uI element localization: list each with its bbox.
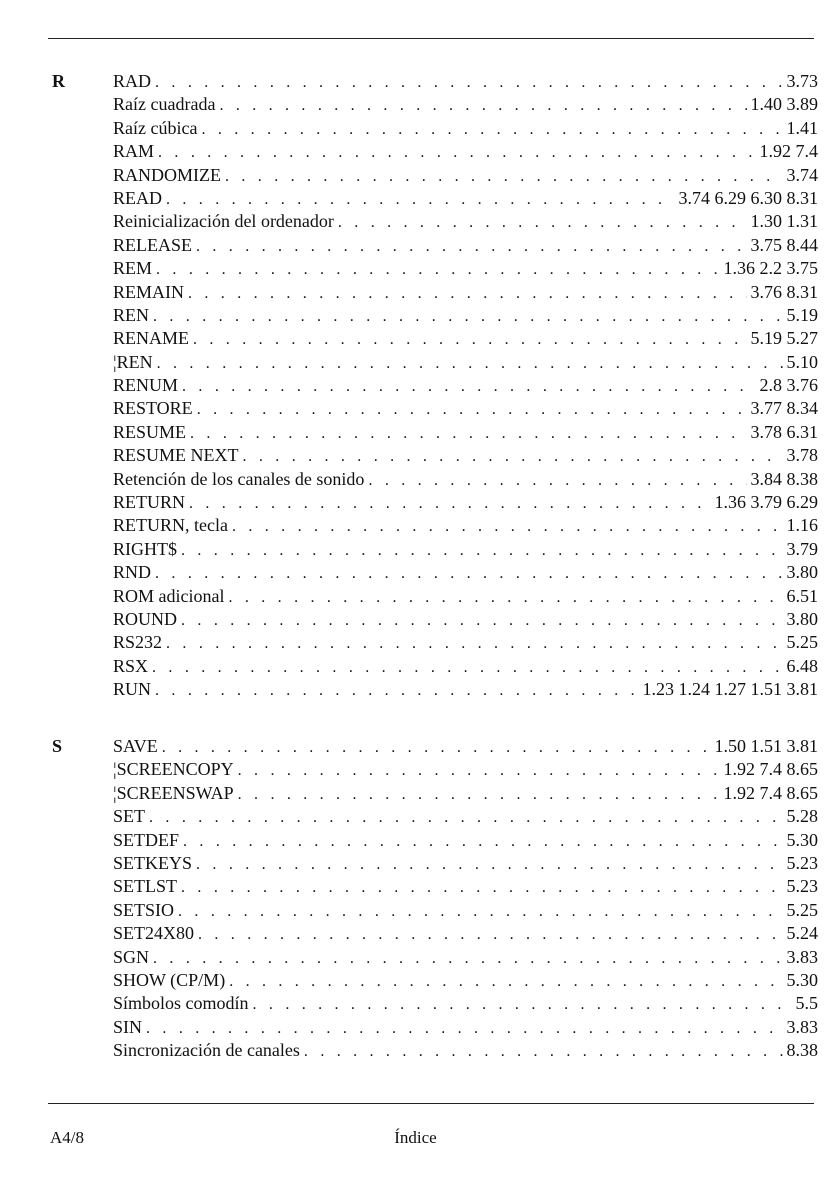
index-pages: 3.74 6.29 6.30 8.31 [678,187,818,208]
index-term: SET [113,806,146,827]
dot-leader [243,445,783,467]
index-pages: 1.50 1.51 3.81 [714,736,818,756]
index-term: RANDOMIZE [113,164,221,185]
dot-leader [157,352,783,374]
index-term: RETURN [113,492,185,513]
index-term: SETKEYS [113,852,193,873]
index-term: READ [113,187,162,208]
index-pages: 3.83 [786,946,818,967]
index-entry [113,829,818,852]
index-term: RESTORE [113,398,193,419]
index-pages: 1.92 7.4 [759,141,818,162]
index-entry [113,969,818,992]
index-term: SAVE [113,736,158,756]
index-entry [113,93,818,116]
dot-leader [232,515,783,537]
index-pages: 3.78 [786,445,818,466]
index-pages: 1.92 7.4 8.65 [723,759,818,780]
index-pages: 1.92 7.4 8.65 [723,782,818,803]
section-letter: R [52,71,65,91]
index-entry [113,922,818,945]
index-term: Retención de los canales de sonido [113,468,365,489]
index-pages: 3.80 [786,608,818,629]
index-term: RND [113,562,152,583]
dot-leader [188,282,747,304]
index-pages: 5.19 5.27 [750,328,818,349]
dot-leader [253,993,792,1015]
index-pages: 3.78 6.31 [750,421,818,442]
index-pages: 1.36 3.79 6.29 [714,492,818,513]
index-pages: 3.83 [786,1016,818,1037]
dot-leader [197,398,747,420]
index-entry [113,538,818,561]
index-entry [113,875,818,898]
index-term: SGN [113,946,150,967]
index-pages: 3.77 8.34 [750,398,818,419]
index-pages: 5.25 [786,632,818,653]
index-term: REN [113,304,149,325]
index-pages: 6.51 [786,585,818,606]
index-term: RIGHT$ [113,538,177,559]
bottom-rule [48,1103,814,1104]
index-term: REMAIN [113,281,184,302]
index-term: Símbolos comodín [113,993,249,1014]
index-pages: 8.38 [786,1040,818,1061]
dot-leader [183,830,782,852]
index-term: Raíz cúbica [113,117,198,138]
index-term: RENAME [113,328,189,349]
index-entry [113,70,818,93]
dot-leader [190,422,746,444]
index-term: RELEASE [113,234,192,255]
index-term: ¦SCREENCOPY [113,759,234,780]
dot-leader [178,900,782,922]
dot-leader [193,328,747,350]
index-term: RESUME [113,421,187,442]
index-term: RESUME NEXT [113,445,239,466]
index-entry [113,899,818,922]
dot-leader [229,970,782,992]
index-term: REM [113,258,153,279]
dot-leader [198,923,783,945]
dot-leader [182,375,755,397]
index-entry [113,210,818,233]
index-entry [113,678,818,701]
index-pages: 1.23 1.24 1.27 1.51 3.81 [642,679,818,700]
index-pages: 5.5 [795,993,818,1014]
dot-leader [181,539,783,561]
index-term: RSX [113,655,149,676]
index-entry [113,805,818,828]
index-entry [113,1039,818,1062]
index-pages: 5.28 [786,806,818,827]
index-entry [113,140,818,163]
index-entry [113,758,818,781]
dot-leader [338,211,747,233]
dot-leader [181,876,782,898]
dot-leader [158,141,755,163]
index-pages: 5.30 [786,829,818,850]
index-pages: 1.41 [786,117,818,138]
index-pages: 1.40 3.89 [750,94,818,115]
dot-leader [155,562,782,584]
index-entry [113,992,818,1015]
dot-leader [153,305,783,327]
index-pages: 2.8 3.76 [759,375,818,396]
index-pages: 5.19 [786,304,818,325]
index-pages: 5.23 [786,852,818,873]
index-entry [113,946,818,969]
dot-leader [149,806,782,828]
index-pages: 3.80 [786,562,818,583]
index-term: Sincronización de canales [113,1040,300,1061]
dot-leader [152,656,782,678]
dot-leader [181,609,782,631]
dot-leader [238,783,720,805]
dot-leader [304,1040,783,1062]
index-entry [113,164,818,187]
index-pages: 3.79 [786,538,818,559]
index-term: SETDEF [113,829,180,850]
index-entry [113,117,818,140]
index-entry [113,735,818,758]
index-entry [113,782,818,805]
dot-leader [368,469,746,491]
dot-leader [219,94,746,116]
dot-leader [155,679,638,701]
index-entry [113,374,818,397]
index-entry [113,234,818,257]
dot-leader [201,118,782,140]
index-pages: 3.75 8.44 [750,234,818,255]
index-entry [113,561,818,584]
index-entry [113,468,818,491]
index-entry-list [113,70,818,702]
index-term: ROM adicional [113,585,225,606]
dot-leader [196,235,747,257]
index-entry [113,187,818,210]
index-entry [113,351,818,374]
index-pages: 1.30 1.31 [750,211,818,232]
index-entry [113,852,818,875]
index-pages: 3.74 [786,164,818,185]
index-entry-list [113,735,818,1062]
dot-leader [155,71,782,93]
footer-title: Índice [394,1128,437,1147]
index-term: SIN [113,1016,143,1037]
index-entry [113,655,818,678]
dot-leader [196,853,782,875]
index-pages: 3.76 8.31 [750,281,818,302]
index-pages: 5.10 [786,351,818,372]
dot-leader [228,586,782,608]
index-pages: 3.73 [786,71,818,91]
index-pages: 5.30 [786,969,818,990]
dot-leader [166,632,782,654]
index-entry [113,444,818,467]
index-term: Raíz cuadrada [113,94,216,115]
index-pages: 3.84 8.38 [750,468,818,489]
index-term: Reinicialización del ordenador [113,211,334,232]
index-term: RENUM [113,375,179,396]
dot-leader [146,1017,782,1039]
index-term: SETLST [113,876,178,897]
index-entry [113,397,818,420]
index-pages: 1.36 2.2 3.75 [723,258,818,279]
index-entry [113,257,818,280]
page-number: A4/8 [50,1128,84,1147]
dot-leader [238,759,720,781]
index-pages: 5.23 [786,876,818,897]
index-entry [113,304,818,327]
index-term: RETURN, tecla [113,515,228,536]
dot-leader [162,736,711,758]
index-pages: 5.24 [786,923,818,944]
index-pages: 5.25 [786,899,818,920]
index-entry [113,631,818,654]
index-pages: 6.48 [786,655,818,676]
dot-leader [153,947,782,969]
dot-leader [225,165,783,187]
index-entry [113,421,818,444]
index-entry [113,608,818,631]
index-term: RS232 [113,632,163,653]
index-entry [113,1016,818,1039]
index-term: SET24X80 [113,923,194,944]
top-rule [48,38,814,39]
index-term: RAD [113,71,152,91]
dot-leader [156,258,719,280]
dot-leader [166,188,675,210]
index-term: RUN [113,679,152,700]
index-term: SETSIO [113,899,175,920]
index-term: ¦SCREENSWAP [113,782,234,803]
index-pages: 1.16 [786,515,818,536]
index-term: RAM [113,141,155,162]
index-entry [113,327,818,350]
index-entry [113,491,818,514]
section-letter: S [52,736,63,756]
index-entry [113,514,818,537]
index-term: SHOW (CP/M) [113,969,226,990]
index-term: ¦REN [113,351,153,372]
index-term: ROUND [113,608,178,629]
dot-leader [189,492,711,514]
index-entry [113,585,818,608]
index-entry [113,281,818,304]
